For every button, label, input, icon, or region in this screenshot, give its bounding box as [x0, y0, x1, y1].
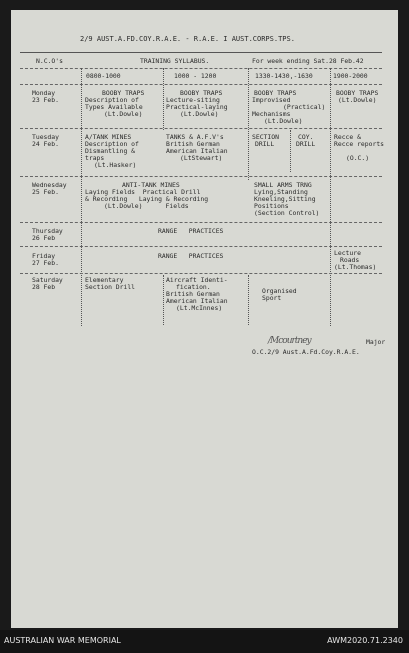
day-tuesday: Tuesday — [32, 133, 59, 141]
cell-text: Sport — [262, 294, 282, 302]
column-divider — [248, 68, 249, 180]
signature: /Mcourtney — [268, 336, 311, 346]
cell-text: Dismantling & — [85, 147, 136, 155]
cell-text: (Practical) — [283, 103, 326, 111]
cell-text: traps — [85, 154, 105, 162]
cell-text: Elementary — [85, 276, 124, 284]
cell-text: Description of — [85, 96, 139, 104]
cell-text: BOOBY TRAPS — [336, 89, 379, 97]
cell-text: (Lt.Dowle) Fields — [104, 202, 189, 210]
day-monday: Monday — [32, 89, 56, 97]
cell-text: (Lt.Hasker) — [94, 161, 137, 169]
cell-text: Organised — [262, 287, 297, 295]
cell-text: Aircraft Identi- — [166, 276, 228, 284]
date-tuesday: 24 Feb. — [32, 140, 59, 148]
rule — [20, 246, 382, 247]
cell-text: A/TANK MINES — [85, 133, 132, 141]
rule — [20, 84, 382, 85]
cell-text: (Lt.Thomas) — [334, 263, 377, 271]
cell-text: RANGE PRACTICES — [158, 227, 224, 235]
cell-text: Improvised — [252, 96, 291, 104]
cell-text: Roads — [340, 256, 360, 264]
cell-text: BOOBY TRAPS — [254, 89, 297, 97]
cell-text: BOOBY TRAPS — [180, 89, 223, 97]
day-friday: Friday — [32, 252, 56, 260]
week-label: For week ending Sat.28 Feb.42 — [252, 57, 364, 65]
cell-text: DRILL — [296, 140, 316, 148]
cell-text: (Lt.Dowle) — [264, 117, 303, 125]
cell-text: Lecture — [334, 249, 361, 257]
archive-footer — [0, 630, 409, 653]
rule — [20, 128, 382, 129]
rule — [20, 273, 382, 274]
cell-text: (O.C.) — [346, 154, 370, 162]
column-divider — [163, 275, 164, 325]
day-wednesday: Wednesday — [32, 181, 67, 189]
rule — [20, 52, 382, 53]
time-3: 1330-1430,-1630 — [255, 72, 313, 80]
cell-text: (Section Control) — [254, 209, 320, 217]
cell-text: British German — [166, 290, 220, 298]
cell-text: Types Available — [85, 103, 143, 111]
cell-text: Mechanisms — [252, 110, 291, 118]
date-wednesday: 25 Feb. — [32, 188, 59, 196]
cell-text: (Lt.Dowle) — [338, 96, 377, 104]
cell-text: Practical-laying — [166, 103, 228, 111]
cell-text: American Italian — [166, 147, 228, 155]
cell-text: COY. — [298, 133, 314, 141]
cell-text: Description of — [85, 140, 139, 148]
date-friday: 27 Feb. — [32, 259, 59, 267]
cell-text: Kneeling,Sitting — [254, 195, 316, 203]
cell-text: Positions — [254, 202, 289, 210]
column-divider — [330, 68, 331, 326]
cell-text: Laying Fields Practical Drill — [85, 188, 201, 196]
rule — [20, 176, 382, 177]
cell-text: RANGE PRACTICES — [158, 252, 224, 260]
cell-text: Section Drill — [85, 283, 136, 291]
syllabus-label: TRAINING SYLLABUS. — [140, 57, 210, 65]
cell-text: fication. — [176, 283, 211, 291]
cell-text: (LtStewart) — [180, 154, 223, 162]
cell-text: ANTI-TANK MINES — [122, 181, 180, 189]
cell-text: DRILL — [255, 140, 275, 148]
footer-accession: AWM2020.71.2340 — [327, 636, 403, 645]
day-thursday: Thursday — [32, 227, 63, 235]
column-divider — [163, 68, 164, 130]
date-saturday: 28 Feb — [32, 283, 56, 291]
cell-text: Lecture-siting — [166, 96, 220, 104]
oc-line: O.C.2/9 Aust.A.Fd.Coy.R.A.E. — [252, 348, 360, 356]
cell-text: (Lt.McInnes) — [176, 304, 223, 312]
cell-text: SECTION — [252, 133, 279, 141]
cell-text: SMALL ARMS TRNG — [254, 181, 312, 189]
day-saturday: Saturday — [32, 276, 63, 284]
column-divider — [81, 68, 82, 326]
rank-label: Major — [366, 338, 386, 346]
date-thursday: 26 Feb — [32, 234, 56, 242]
cell-text: BOOBY TRAPS — [102, 89, 145, 97]
cell-text: & Recording Laying & Recording — [85, 195, 209, 203]
cell-text: Lying,Standing — [254, 188, 308, 196]
rule — [20, 68, 382, 69]
time-1: 0800-1000 — [86, 72, 121, 80]
rule — [20, 222, 382, 223]
cell-text: British German — [166, 140, 220, 148]
cell-text: Recce & — [334, 133, 361, 141]
cell-text: (Lt.Dowle) — [104, 110, 143, 118]
nco-header: N.C.O's — [36, 57, 63, 65]
cell-text: American Italian — [166, 297, 228, 305]
column-divider — [248, 275, 249, 325]
cell-text: (Lt.Dowle) — [180, 110, 219, 118]
cell-text: TANKS & A.F.V's — [166, 133, 224, 141]
date-monday: 23 Feb. — [32, 96, 59, 104]
time-4: 1900-2000 — [333, 72, 368, 80]
time-2: 1000 - 1200 — [174, 72, 217, 80]
cell-text: Recce reports — [334, 140, 385, 148]
footer-institution: AUSTRALIAN WAR MEMORIAL — [4, 636, 121, 645]
document-title: 2/9 AUST.A.FD.COY.R.A.E. - R.A.E. I AUST.CORPS.TPS. — [80, 35, 295, 43]
column-divider — [290, 130, 291, 172]
